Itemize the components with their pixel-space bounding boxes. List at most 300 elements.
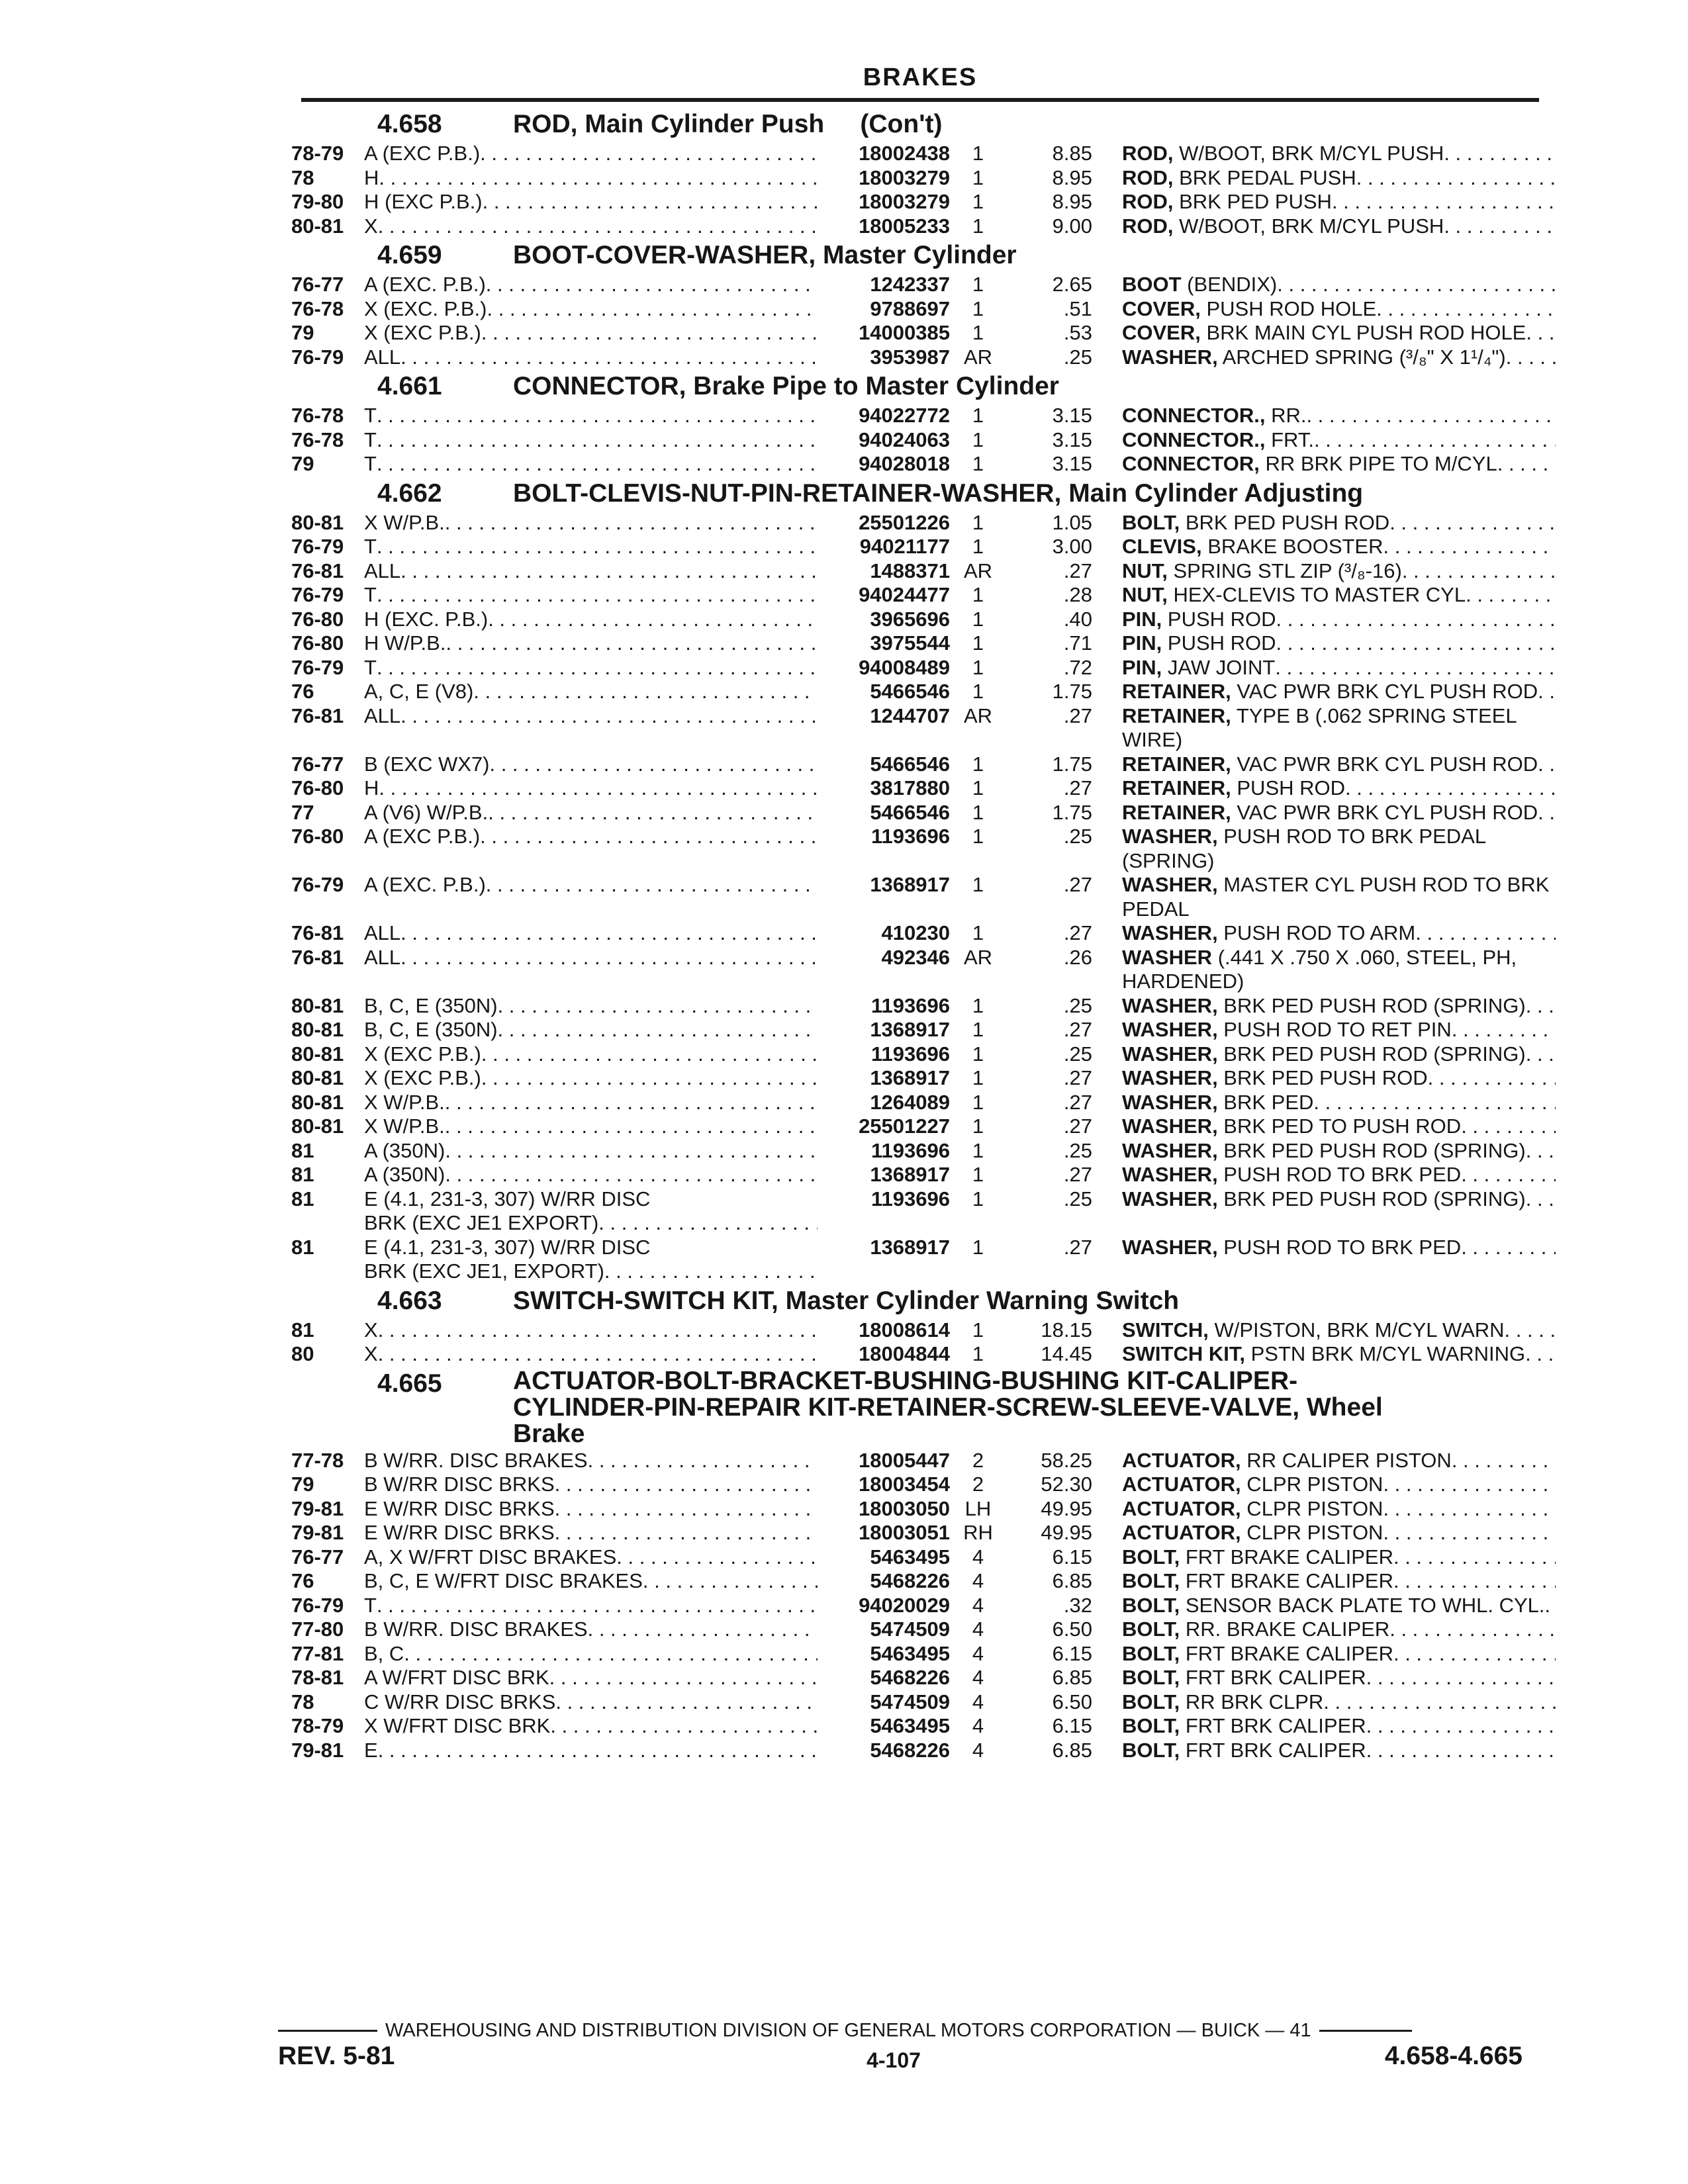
application-line xyxy=(364,1617,818,1642)
description-text xyxy=(1122,214,1444,239)
description xyxy=(1092,214,1556,239)
application-line xyxy=(364,428,818,453)
quantity: 1 xyxy=(972,165,984,189)
application-text: ALL xyxy=(364,559,401,582)
footer-division: WAREHOUSING AND DISTRIBUTION DIVISION OF GENERAL MOTORS CORPORATION — BUICK — 41 xyxy=(385,2020,1311,2041)
section-number: 4.663 xyxy=(377,1286,442,1315)
description-detail: HEX-CLEVIS TO MASTER CYL xyxy=(1167,583,1466,606)
section-heading xyxy=(291,1285,1542,1317)
description xyxy=(1092,273,1556,297)
description-keyword: WASHER, xyxy=(1122,1187,1218,1210)
dot-leader xyxy=(604,1259,818,1284)
application-text: A, X W/FRT DISC BRAKES xyxy=(364,1545,617,1569)
dot-leader xyxy=(481,1066,818,1091)
dot-leader xyxy=(1415,921,1556,946)
dot-leader xyxy=(1526,1187,1556,1236)
description xyxy=(1092,166,1556,191)
application-text: A (EXC P.B.) xyxy=(364,825,481,848)
dot-leader xyxy=(616,1545,818,1570)
dot-leader xyxy=(1345,776,1556,801)
description-text xyxy=(1122,1018,1452,1042)
part-number: 18004844 xyxy=(859,1342,950,1365)
section-title: BOLT-CLEVIS-NUT-PIN-RETAINER-WASHER, Main Cylinder Adjusting xyxy=(513,478,1364,508)
section-number: 4.665 xyxy=(377,1369,442,1398)
description xyxy=(1092,776,1556,801)
part-number: 5474509 xyxy=(870,1690,950,1713)
quantity: AR xyxy=(963,945,993,969)
parts-row xyxy=(291,1521,1542,1545)
application xyxy=(364,1642,818,1666)
application xyxy=(364,1342,818,1367)
application xyxy=(364,1594,818,1618)
part-number: 492346 xyxy=(881,945,950,969)
price: 3.15 xyxy=(1052,428,1092,451)
parts-row xyxy=(291,321,1542,345)
price: 14.45 xyxy=(1041,1342,1092,1365)
dot-leader xyxy=(598,1211,818,1236)
dot-leader xyxy=(481,1042,818,1067)
description-keyword: BOLT, xyxy=(1122,1545,1180,1569)
part-number: 410230 xyxy=(881,921,950,944)
dot-leader xyxy=(400,704,818,729)
description xyxy=(1092,1666,1556,1690)
part-number: 1193696 xyxy=(871,1187,950,1210)
application-line xyxy=(364,1318,818,1343)
model-years: 80-81 xyxy=(291,214,344,238)
section-title: CONNECTOR, Brake Pipe to Master Cylinder xyxy=(513,372,1059,400)
application xyxy=(364,190,818,214)
part-number: 1193696 xyxy=(871,1138,950,1162)
description-keyword: ROD, xyxy=(1122,165,1174,189)
model-years: 80-81 xyxy=(291,1018,344,1041)
description-detail: FRT BRAKE CALIPER xyxy=(1180,1641,1393,1665)
dot-leader xyxy=(1366,1714,1556,1739)
description-detail: (BENDIX) xyxy=(1181,273,1278,296)
footer-rule-left xyxy=(278,2030,377,2032)
description-text xyxy=(1122,801,1538,825)
application-text: BRK (EXC JE1 EXPORT) xyxy=(364,1211,599,1234)
dot-leader xyxy=(550,1714,818,1739)
application xyxy=(364,345,818,370)
model-years: 76-79 xyxy=(291,1593,344,1617)
parts-row xyxy=(291,1642,1542,1666)
part-number: 25501226 xyxy=(859,510,950,534)
dot-leader xyxy=(489,752,818,777)
model-years: 78-79 xyxy=(291,1714,344,1737)
model-years: 79 xyxy=(291,321,314,344)
price: 3.00 xyxy=(1052,535,1092,558)
description xyxy=(1092,873,1556,921)
price: .27 xyxy=(1063,1163,1092,1186)
parts-row xyxy=(291,1342,1542,1367)
application xyxy=(364,214,818,239)
application-line xyxy=(364,1066,818,1091)
description-text xyxy=(1122,994,1526,1019)
model-years: 80 xyxy=(291,1342,314,1365)
dot-leader xyxy=(555,1473,818,1497)
model-years: 76-78 xyxy=(291,428,344,451)
quantity: 1 xyxy=(972,1235,984,1259)
application-line xyxy=(364,1211,818,1236)
description-text xyxy=(1122,1569,1393,1594)
model-years: 76-77 xyxy=(291,752,344,776)
application-line xyxy=(364,1473,818,1497)
description-keyword: ROD, xyxy=(1122,190,1174,213)
application xyxy=(364,1497,818,1522)
model-years: 79-81 xyxy=(291,1521,344,1544)
description-detail: BRK PED PUSH ROD xyxy=(1217,1066,1428,1089)
description-detail: VAC PWR BRK CYL PUSH ROD xyxy=(1231,680,1538,703)
dot-leader xyxy=(404,1642,818,1666)
dot-leader xyxy=(378,214,818,239)
description-detail: BRK PED PUSH ROD (SPRING) xyxy=(1217,1138,1526,1162)
description xyxy=(1092,345,1556,370)
description-detail: W/BOOT, BRK M/CYL PUSH xyxy=(1173,142,1444,165)
dot-leader xyxy=(1526,994,1556,1019)
price: .27 xyxy=(1063,1235,1092,1259)
model-years: 77-81 xyxy=(291,1641,344,1665)
description-keyword: BOLT, xyxy=(1122,1690,1180,1713)
parts-row xyxy=(291,1497,1542,1522)
price: .27 xyxy=(1063,921,1092,944)
dot-leader xyxy=(1538,801,1556,825)
description xyxy=(1092,1342,1556,1367)
part-number: 18005233 xyxy=(859,214,950,238)
application-text: B (EXC WX7) xyxy=(364,752,490,776)
price: .27 xyxy=(1063,1066,1092,1089)
application xyxy=(364,297,818,322)
description-text xyxy=(1122,1714,1366,1739)
application-line xyxy=(364,1042,818,1067)
description-detail: PSTN BRK M/CYL WARNING xyxy=(1245,1342,1526,1365)
description-detail: JAW JOINT xyxy=(1162,655,1276,679)
dot-leader xyxy=(1444,214,1556,239)
parts-row xyxy=(291,1617,1542,1642)
dot-leader xyxy=(1545,1594,1556,1618)
quantity: 1 xyxy=(972,1042,984,1066)
dot-leader xyxy=(1389,1617,1556,1642)
application-line xyxy=(364,656,818,680)
price: 6.15 xyxy=(1052,1641,1092,1665)
quantity: 1 xyxy=(972,1018,984,1041)
description xyxy=(1092,1042,1556,1067)
description-detail: VAC PWR BRK CYL PUSH ROD xyxy=(1231,800,1538,824)
application xyxy=(364,452,818,477)
application-line xyxy=(364,452,818,477)
price: .25 xyxy=(1063,993,1092,1017)
part-number: 5468226 xyxy=(870,1569,950,1592)
quantity: 1 xyxy=(972,607,984,631)
description-keyword: RETAINER, xyxy=(1122,752,1231,776)
description-detail: CLPR PISTON xyxy=(1241,1521,1383,1544)
quantity: LH xyxy=(964,1496,992,1520)
description-keyword: COVER, xyxy=(1122,321,1201,344)
description-text xyxy=(1122,1318,1505,1343)
application-line xyxy=(364,631,818,656)
application-line xyxy=(364,1115,818,1139)
dot-leader xyxy=(498,1018,818,1042)
application-text: X W/P.B. xyxy=(364,510,445,534)
parts-row xyxy=(291,1018,1542,1042)
quantity: 1 xyxy=(972,1163,984,1186)
application xyxy=(364,1139,818,1163)
part-number: 94028018 xyxy=(859,452,950,475)
application-line xyxy=(364,1642,818,1666)
section-title: ROD, Main Cylinder Push (Con't) xyxy=(513,110,943,138)
model-years: 80-81 xyxy=(291,993,344,1017)
price: .27 xyxy=(1063,873,1092,896)
section-heading xyxy=(291,478,1542,510)
part-number: 5463495 xyxy=(870,1545,950,1569)
application-text: E W/RR DISC BRKS xyxy=(364,1521,555,1544)
model-years: 81 xyxy=(291,1163,314,1186)
dot-leader xyxy=(480,825,818,849)
application xyxy=(364,1666,818,1690)
application xyxy=(364,825,818,873)
parts-row xyxy=(291,1187,1542,1236)
model-years: 76-80 xyxy=(291,776,344,799)
application-text: H (EXC. P.B.) xyxy=(364,607,489,631)
application xyxy=(364,1018,818,1042)
description-keyword: BOLT, xyxy=(1122,1738,1180,1762)
description-text xyxy=(1122,608,1276,632)
header-rule xyxy=(301,98,1539,102)
description-detail: PUSH ROD HOLE xyxy=(1200,296,1377,320)
dot-leader xyxy=(1538,752,1556,777)
dot-leader xyxy=(486,873,818,897)
model-years: 76 xyxy=(291,680,314,703)
description-detail: RR BRK CLPR xyxy=(1180,1690,1324,1713)
part-number: 5474509 xyxy=(870,1617,950,1641)
application-text: X W/P.B. xyxy=(364,1115,445,1138)
description xyxy=(1092,1187,1556,1236)
quantity: 2 xyxy=(972,1473,984,1496)
application-text: H W/P.B. xyxy=(364,631,446,655)
part-number: 94008489 xyxy=(859,655,950,679)
dot-leader xyxy=(1444,142,1556,166)
application-line xyxy=(364,166,818,191)
application-line xyxy=(364,680,818,704)
application-text: T xyxy=(364,583,377,606)
price: .71 xyxy=(1063,631,1092,655)
dot-leader xyxy=(1314,428,1556,453)
model-years: 76 xyxy=(291,1569,314,1592)
parts-row xyxy=(291,1569,1542,1594)
description xyxy=(1092,825,1556,873)
model-years: 79-81 xyxy=(291,1496,344,1520)
dot-leader xyxy=(377,452,818,477)
model-years: 81 xyxy=(291,1187,314,1210)
price: 8.85 xyxy=(1052,142,1092,165)
model-years: 76-80 xyxy=(291,607,344,631)
application-line xyxy=(364,825,818,849)
application-line xyxy=(364,801,818,825)
description xyxy=(1092,1714,1556,1739)
application-line xyxy=(364,273,818,297)
description-text xyxy=(1122,921,1415,946)
application xyxy=(364,1449,818,1473)
application-text: A (EXC P.B.) xyxy=(364,142,481,165)
part-number: 5466546 xyxy=(870,752,950,776)
dot-leader xyxy=(445,511,818,535)
quantity: 1 xyxy=(972,1138,984,1162)
description-text xyxy=(1122,1545,1393,1570)
application xyxy=(364,1617,818,1642)
quantity: 4 xyxy=(972,1545,984,1569)
description xyxy=(1092,583,1556,608)
quantity: 1 xyxy=(972,921,984,944)
application xyxy=(364,273,818,297)
description-detail: BRK PED PUSH ROD (SPRING) xyxy=(1217,1042,1526,1066)
description-keyword: BOOT xyxy=(1122,273,1182,296)
application xyxy=(364,1690,818,1715)
price: 2.65 xyxy=(1052,273,1092,296)
quantity: AR xyxy=(963,559,993,582)
part-number: 18003454 xyxy=(859,1473,950,1496)
application-text: X xyxy=(364,214,378,238)
parts-row xyxy=(291,190,1542,214)
price: .25 xyxy=(1063,1042,1092,1066)
description-keyword: CONNECTOR., xyxy=(1122,404,1266,427)
description-keyword: WASHER, xyxy=(1122,1235,1218,1259)
model-years: 76-78 xyxy=(291,404,344,427)
parts-row xyxy=(291,214,1542,239)
dot-leader xyxy=(1461,1236,1556,1284)
quantity: 2 xyxy=(972,1448,984,1472)
application-line xyxy=(364,921,818,946)
description-detail: PUSH ROD TO BRK PEDAL (SPRING) xyxy=(1122,825,1485,872)
price: .27 xyxy=(1063,776,1092,799)
description xyxy=(1092,752,1556,777)
application-text: X (EXC. P.B.) xyxy=(364,296,487,320)
description-detail: FRT BRAKE CALIPER xyxy=(1180,1545,1393,1569)
dot-leader xyxy=(1461,1163,1556,1187)
parts-row xyxy=(291,608,1542,632)
application-line xyxy=(364,1342,818,1367)
quantity: 1 xyxy=(972,1318,984,1342)
part-number: 5466546 xyxy=(870,680,950,703)
parts-row xyxy=(291,1666,1542,1690)
description-keyword: CONNECTOR, xyxy=(1122,452,1260,475)
dot-leader xyxy=(1461,1115,1556,1139)
application-line xyxy=(364,1594,818,1618)
parts-row xyxy=(291,946,1542,994)
description-detail: FRT BRAKE CALIPER xyxy=(1180,1569,1393,1592)
parts-row xyxy=(291,994,1542,1019)
price: 52.30 xyxy=(1041,1473,1092,1496)
part-number: 94020029 xyxy=(859,1593,950,1617)
model-years: 77 xyxy=(291,800,314,824)
footer-page-number: 4-107 xyxy=(867,2048,921,2072)
part-number: 18008614 xyxy=(859,1318,950,1342)
dot-leader xyxy=(1389,511,1556,535)
model-years: 78 xyxy=(291,165,314,189)
description-keyword: NUT, xyxy=(1122,559,1168,582)
description-detail: VAC PWR BRK CYL PUSH ROD xyxy=(1231,752,1538,776)
dot-leader xyxy=(1276,631,1556,656)
description-keyword: WASHER, xyxy=(1122,1115,1218,1138)
quantity: 1 xyxy=(972,452,984,475)
description-keyword: ACTUATOR, xyxy=(1122,1448,1241,1472)
description xyxy=(1092,946,1556,994)
description-text xyxy=(1122,1236,1461,1284)
price: 6.15 xyxy=(1052,1714,1092,1737)
description-keyword: WASHER, xyxy=(1122,921,1218,944)
description-detail: FRT BRK CALIPER xyxy=(1180,1714,1366,1737)
description-text xyxy=(1122,873,1556,921)
price: .28 xyxy=(1063,583,1092,606)
part-number: 5468226 xyxy=(870,1666,950,1689)
price: .27 xyxy=(1063,559,1092,582)
description-text xyxy=(1122,1163,1461,1187)
parts-row xyxy=(291,1545,1542,1570)
description-text xyxy=(1122,1642,1393,1666)
description xyxy=(1092,1739,1556,1763)
model-years: 76-78 xyxy=(291,296,344,320)
parts-row xyxy=(291,297,1542,322)
dot-leader xyxy=(555,1690,818,1715)
description-text xyxy=(1122,1066,1428,1091)
description xyxy=(1092,801,1556,825)
application-text: H xyxy=(364,165,379,189)
parts-row xyxy=(291,1115,1542,1139)
price: 58.25 xyxy=(1041,1448,1092,1472)
application-text: E xyxy=(364,1738,378,1762)
dot-leader xyxy=(1383,1473,1556,1497)
application xyxy=(364,1163,818,1187)
quantity: 1 xyxy=(972,631,984,655)
price: 1.05 xyxy=(1052,510,1092,534)
description-text xyxy=(1122,1115,1461,1139)
application-line xyxy=(364,214,818,239)
quantity: 1 xyxy=(972,583,984,606)
description xyxy=(1092,1066,1556,1091)
parts-row xyxy=(291,801,1542,825)
application xyxy=(364,704,818,752)
quantity: 4 xyxy=(972,1593,984,1617)
application-line xyxy=(364,1018,818,1042)
description xyxy=(1092,680,1556,704)
application-line xyxy=(364,535,818,559)
section-number: 4.661 xyxy=(377,372,442,400)
application-text: B W/RR. DISC BRAKES xyxy=(364,1448,588,1472)
description-detail: PUSH ROD TO RET PIN xyxy=(1217,1018,1452,1041)
description-keyword: WASHER, xyxy=(1122,345,1218,369)
part-number: 3953987 xyxy=(870,345,950,369)
quantity: AR xyxy=(963,704,993,727)
application xyxy=(364,873,818,921)
description-detail: BRK PEDAL PUSH xyxy=(1173,165,1356,189)
dot-leader xyxy=(486,273,818,297)
part-number: 94021177 xyxy=(859,535,950,558)
part-number: 18003050 xyxy=(859,1496,950,1520)
price: .25 xyxy=(1063,1187,1092,1210)
application-text: B, C, E (350N) xyxy=(364,1018,498,1041)
description-text xyxy=(1122,1594,1545,1618)
application-text: X (EXC P.B.) xyxy=(364,1042,481,1066)
description-detail: FRT BRK CALIPER xyxy=(1180,1738,1366,1762)
model-years: 80-81 xyxy=(291,510,344,534)
description-text xyxy=(1122,345,1506,370)
description xyxy=(1092,1594,1556,1618)
parts-row xyxy=(291,1066,1542,1091)
description-detail: FRT BRK CALIPER xyxy=(1180,1666,1366,1689)
dot-leader xyxy=(498,994,818,1019)
price: 6.85 xyxy=(1052,1738,1092,1762)
part-number: 5463495 xyxy=(870,1641,950,1665)
description xyxy=(1092,511,1556,535)
quantity: 1 xyxy=(972,142,984,165)
